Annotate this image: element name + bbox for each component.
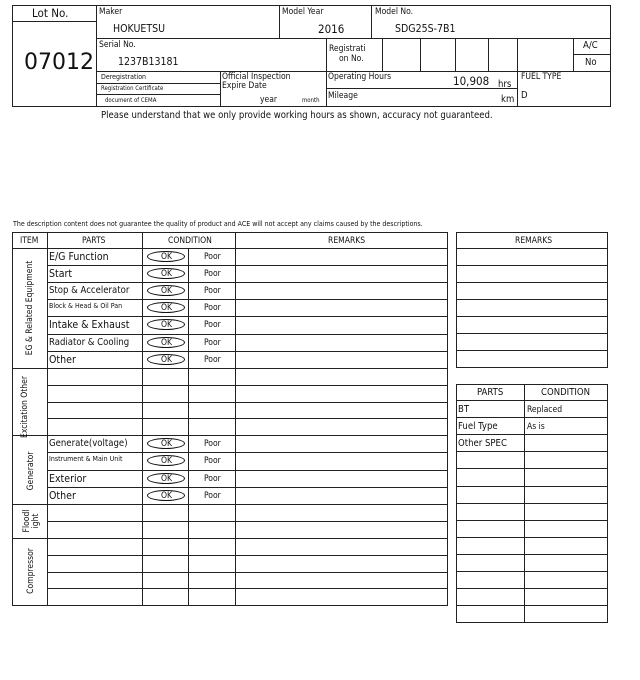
col-item-header: ITEM <box>20 236 39 246</box>
serial-label: Serial No. <box>99 40 136 50</box>
maker-label: Maker <box>99 7 123 17</box>
group-label-floodlight-2: ight <box>31 513 41 529</box>
part-label: Start <box>49 268 73 280</box>
row-divider <box>47 299 447 300</box>
fuel-type-label: FUEL TYPE <box>521 72 562 82</box>
ok-label: OK <box>161 474 173 484</box>
fuel-type-value: D <box>521 90 528 101</box>
row-divider <box>456 537 608 538</box>
row-divider <box>456 468 608 469</box>
ok-label: OK <box>161 286 173 296</box>
row-divider <box>47 555 447 556</box>
row-divider <box>47 418 447 419</box>
group-label-floodlight: Floodl <box>22 509 32 533</box>
spec-part-bt: BT <box>458 404 470 415</box>
hours-note: Please understand that we only provide working hours as shown, accuracy not guaranteed. <box>101 110 493 121</box>
model-year-value: 2016 <box>318 22 345 36</box>
hours-label: Operating Hours <box>328 72 392 82</box>
hours-unit: hrs <box>498 79 512 90</box>
model-year-label: Model Year <box>282 7 324 17</box>
hours-value: 10,908 <box>453 74 490 88</box>
disclaimer: The description content does not guarantee the quality of product and ACE will not accept any claims caused by the descriptions. <box>13 220 423 228</box>
row-divider <box>47 385 447 386</box>
row-divider <box>47 334 447 335</box>
ok-label: OK <box>161 252 173 262</box>
row-divider <box>456 282 608 283</box>
row-divider <box>47 487 447 488</box>
spec-condition-bt: Replaced <box>527 405 563 415</box>
poor-label: Poor <box>204 269 221 279</box>
part-label: Radiator & Cooling <box>49 337 130 348</box>
row-divider <box>456 520 608 521</box>
inspection-label-2: Expire Date <box>222 81 267 91</box>
ac-value: No <box>585 57 597 68</box>
row-divider <box>456 417 608 418</box>
ok-label: OK <box>161 303 173 313</box>
year-label: year <box>260 95 278 105</box>
spec-condition-fuel: As is <box>527 422 545 432</box>
spec-part-fuel: Fuel Type <box>458 421 498 432</box>
lot-label: Lot No. <box>32 6 69 20</box>
ok-label: OK <box>161 491 173 501</box>
mileage-label: Mileage <box>328 91 358 101</box>
ok-label: OK <box>161 456 173 466</box>
col-parts-header: PARTS <box>82 236 106 246</box>
inspection-label: Official Inspection <box>222 72 291 82</box>
group-label-generator: Generator <box>26 451 36 491</box>
row-divider <box>456 503 608 504</box>
row-divider <box>47 572 447 573</box>
part-label: Exterior <box>49 473 87 485</box>
poor-label: Poor <box>204 338 221 348</box>
maker-value: HOKUETSU <box>113 23 166 35</box>
col-remarks-header: REMARKS <box>328 236 366 246</box>
ok-label: OK <box>161 269 173 279</box>
row-divider <box>456 299 608 300</box>
part-label: Other <box>49 354 76 366</box>
row-divider <box>456 571 608 572</box>
poor-label: Poor <box>204 491 221 501</box>
poor-label: Poor <box>204 252 221 262</box>
part-label: Stop & Accelerator <box>49 285 130 296</box>
group-label-excitation: Excitation Other <box>20 375 30 438</box>
month-label: month <box>302 97 320 104</box>
row-divider <box>47 282 447 283</box>
poor-label: Poor <box>204 303 221 313</box>
poor-label: Poor <box>204 439 221 449</box>
group-label-compressor: Compressor <box>26 548 36 594</box>
ok-label: OK <box>161 355 173 365</box>
row-divider <box>456 434 608 435</box>
poor-label: Poor <box>204 286 221 296</box>
part-label: Generate(voltage) <box>49 438 128 449</box>
model-no-label: Model No. <box>375 7 414 17</box>
row-divider <box>456 588 608 589</box>
row-divider <box>47 588 447 589</box>
part-label: Intake & Exhaust <box>49 319 130 331</box>
row-divider <box>456 451 608 452</box>
col-condition-header: CONDITION <box>168 236 212 246</box>
part-label: E/G Function <box>49 251 109 263</box>
poor-label: Poor <box>204 355 221 365</box>
row-divider <box>456 350 608 351</box>
model-no-value: SDG25S-7B1 <box>395 23 456 35</box>
ok-label: OK <box>161 338 173 348</box>
poor-label: Poor <box>204 474 221 484</box>
row-divider <box>456 554 608 555</box>
poor-label: Poor <box>204 456 221 466</box>
row-divider <box>456 316 608 317</box>
row-divider <box>456 265 608 266</box>
serial-value: 1237B13181 <box>118 56 179 68</box>
mileage-unit: km <box>501 94 515 105</box>
spec-part-other: Other SPEC <box>458 438 507 449</box>
ok-label: OK <box>161 320 173 330</box>
row-divider <box>47 521 447 522</box>
row-divider <box>47 470 447 471</box>
row-divider <box>47 452 447 453</box>
dereg-label: Deregistration <box>101 73 147 81</box>
ac-label: A/C <box>583 40 598 51</box>
row-divider <box>47 351 447 352</box>
spec-col-condition: CONDITION <box>541 387 591 398</box>
part-label: Block & Head & Oil Pan <box>49 302 123 310</box>
ok-label: OK <box>161 439 173 449</box>
row-divider <box>456 605 608 606</box>
part-label: Other <box>49 490 76 502</box>
row-divider <box>47 316 447 317</box>
row-divider <box>47 265 447 266</box>
part-label: Instrument & Main Unit <box>49 455 123 463</box>
registration-label-2: on No. <box>339 54 364 64</box>
row-divider <box>456 333 608 334</box>
row-divider <box>47 402 447 403</box>
spec-col-parts: PARTS <box>477 387 504 398</box>
group-label-eg: EG & Related Equipment <box>25 260 35 356</box>
row-divider <box>456 486 608 487</box>
poor-label: Poor <box>204 320 221 330</box>
reg-cert-label: Registration Certificate <box>101 85 164 92</box>
cema-label: document of CEMA <box>105 97 157 104</box>
lot-number: 07012 <box>24 50 94 75</box>
right-remarks-header: REMARKS <box>515 236 553 246</box>
registration-label: Registrati <box>329 44 366 54</box>
